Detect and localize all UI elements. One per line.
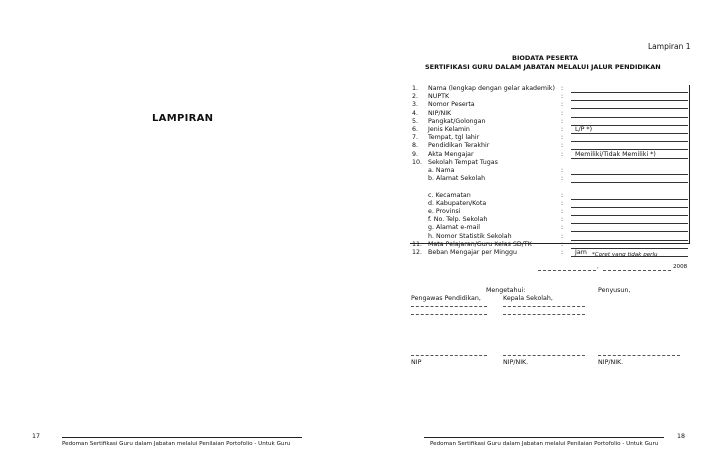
form-right-border <box>689 85 690 243</box>
row-label: c. Kecamatan <box>428 191 471 199</box>
penyusun-label: Penyusun, <box>598 287 631 294</box>
row-colon: : <box>561 216 564 224</box>
row-label: Akta Mengajar <box>428 150 474 158</box>
row-label: a. Nama <box>428 167 455 174</box>
row-number: 3. <box>412 101 419 109</box>
row-colon: : <box>561 175 564 183</box>
page-number-right: 18 <box>677 433 686 440</box>
pengawas-name-line-2[interactable] <box>411 314 487 315</box>
row-colon: : <box>561 249 564 256</box>
row-input-line[interactable] <box>571 174 688 175</box>
kepala-name-line-2[interactable] <box>503 314 585 315</box>
row-input-line[interactable] <box>571 92 688 93</box>
row-input-line[interactable] <box>571 117 688 118</box>
row-label: e. Provinsi <box>428 208 461 215</box>
row-label: d. Kabupaten/Kota <box>428 199 487 207</box>
row-number: 9. <box>412 150 419 158</box>
footer-text-right: Pedoman Sertifikasi Guru dalam Jabatan melalui Penilaian Portofolio - Untuk Guru <box>430 441 659 447</box>
row-label: Sekolah Tempat Tugas <box>428 158 498 166</box>
kepala-sign-line[interactable] <box>503 355 585 356</box>
row-colon: : <box>561 240 564 248</box>
page-number-left: 17 <box>32 433 41 440</box>
row-number: 10. <box>412 158 423 166</box>
row-label: NIP/NIK <box>428 109 452 117</box>
row-colon: : <box>561 117 564 125</box>
row-number: 4. <box>412 109 419 117</box>
row-input-line[interactable] <box>571 100 688 101</box>
mengetahui-label: Mengetahui: <box>486 287 526 294</box>
row-input-line[interactable] <box>571 207 688 208</box>
row-label: NUPTK <box>428 93 450 101</box>
row-colon: : <box>561 142 564 150</box>
row-number: 6. <box>412 126 419 133</box>
row-number: 7. <box>412 134 419 142</box>
row-label: Pendidikan Terakhir <box>428 142 490 150</box>
row-number: 5. <box>412 117 419 125</box>
pengawas-nip-label: NIP <box>411 359 422 366</box>
row-label: Tempat, tgl lahir <box>428 134 480 142</box>
row-colon: : <box>561 191 564 199</box>
row-label: Jenis Kelamin <box>428 126 470 133</box>
footer-text-left: Pedoman Sertifikasi Guru dalam Jabatan melalui Penilaian Portofolio - Untuk Guru <box>62 441 291 447</box>
row-number: 11. <box>412 240 423 248</box>
row-input-line[interactable] <box>571 108 688 109</box>
row-value: Memiliki/Tidak Memiliki *) <box>575 150 656 158</box>
row-label: Nomor Peserta <box>428 101 475 109</box>
footer-rule-right <box>424 437 664 438</box>
row-label: f. No. Telp. Sekolah <box>428 216 488 224</box>
date-separator: , <box>597 264 599 270</box>
lampiran-number: Lampiran 1 <box>648 42 691 51</box>
row-input-line[interactable] <box>571 199 688 200</box>
row-label: h. Nomor Statistik Sekolah <box>428 232 512 240</box>
row-input-line[interactable] <box>571 223 688 224</box>
row-number: 8. <box>412 142 419 150</box>
row-colon: : <box>561 93 564 101</box>
form-subtitle: SERTIFIKASI GURU DALAM JABATAN MELALUI JALUR PENDIDIKAN <box>425 63 661 71</box>
kepala-name-line-1[interactable] <box>503 306 585 307</box>
row-input-line[interactable] <box>571 141 688 142</box>
row-colon: : <box>561 167 564 174</box>
row-colon: : <box>561 101 564 109</box>
kepala-sekolah-label: Kepala Sekolah, <box>503 295 553 302</box>
row-value: Jam <box>575 249 587 256</box>
row-colon: : <box>561 85 564 92</box>
row-label: g. Alamat e-mail <box>428 224 481 232</box>
form-title: BIODATA PESERTA <box>512 54 579 62</box>
row-colon: : <box>561 126 564 133</box>
row-number: 2. <box>412 93 419 101</box>
row-label: Beban Mengajar per Minggu <box>428 249 518 256</box>
kepala-nip-label: NIP/NIK. <box>503 359 529 366</box>
pengawas-sign-line[interactable] <box>411 355 487 356</box>
footer-rule-left <box>62 437 302 438</box>
row-label: Mata Pelajaran/Guru Kelas SD/TK <box>428 240 532 248</box>
footnote: *Coret yang tidak perlu <box>592 252 658 258</box>
page-title: LAMPIRAN <box>152 113 214 124</box>
row-input-line[interactable] <box>571 215 688 216</box>
row-input-line[interactable] <box>571 248 688 249</box>
row-colon: : <box>561 109 564 117</box>
date-line[interactable] <box>603 270 671 271</box>
row-label: Nama (lengkap dengan gelar akademik) <box>428 85 555 92</box>
row-input-line[interactable] <box>571 240 688 241</box>
row-colon: : <box>561 199 564 207</box>
pengawas-label: Pengawas Pendidikan, <box>411 295 481 302</box>
row-label: b. Alamat Sekolah <box>428 175 486 183</box>
penyusun-sign-line[interactable] <box>598 355 680 356</box>
row-input-line[interactable] <box>571 231 688 232</box>
date-place-line[interactable] <box>538 270 596 271</box>
row-colon: : <box>561 232 564 240</box>
row-value: L/P *) <box>575 126 593 133</box>
row-colon: : <box>561 150 564 158</box>
penyusun-nip-label: NIP/NIK. <box>598 359 624 366</box>
row-label: Pangkat/Golongan <box>428 117 486 125</box>
row-colon: : <box>561 208 564 215</box>
date-year: 2008 <box>673 264 688 270</box>
row-colon: : <box>561 134 564 142</box>
pengawas-name-line-1[interactable] <box>411 306 487 307</box>
form-bottom-line <box>410 243 690 244</box>
row-input-line[interactable] <box>571 182 688 183</box>
row-number: 12. <box>412 249 423 256</box>
row-number: 1. <box>412 85 419 92</box>
row-colon: : <box>561 224 564 232</box>
